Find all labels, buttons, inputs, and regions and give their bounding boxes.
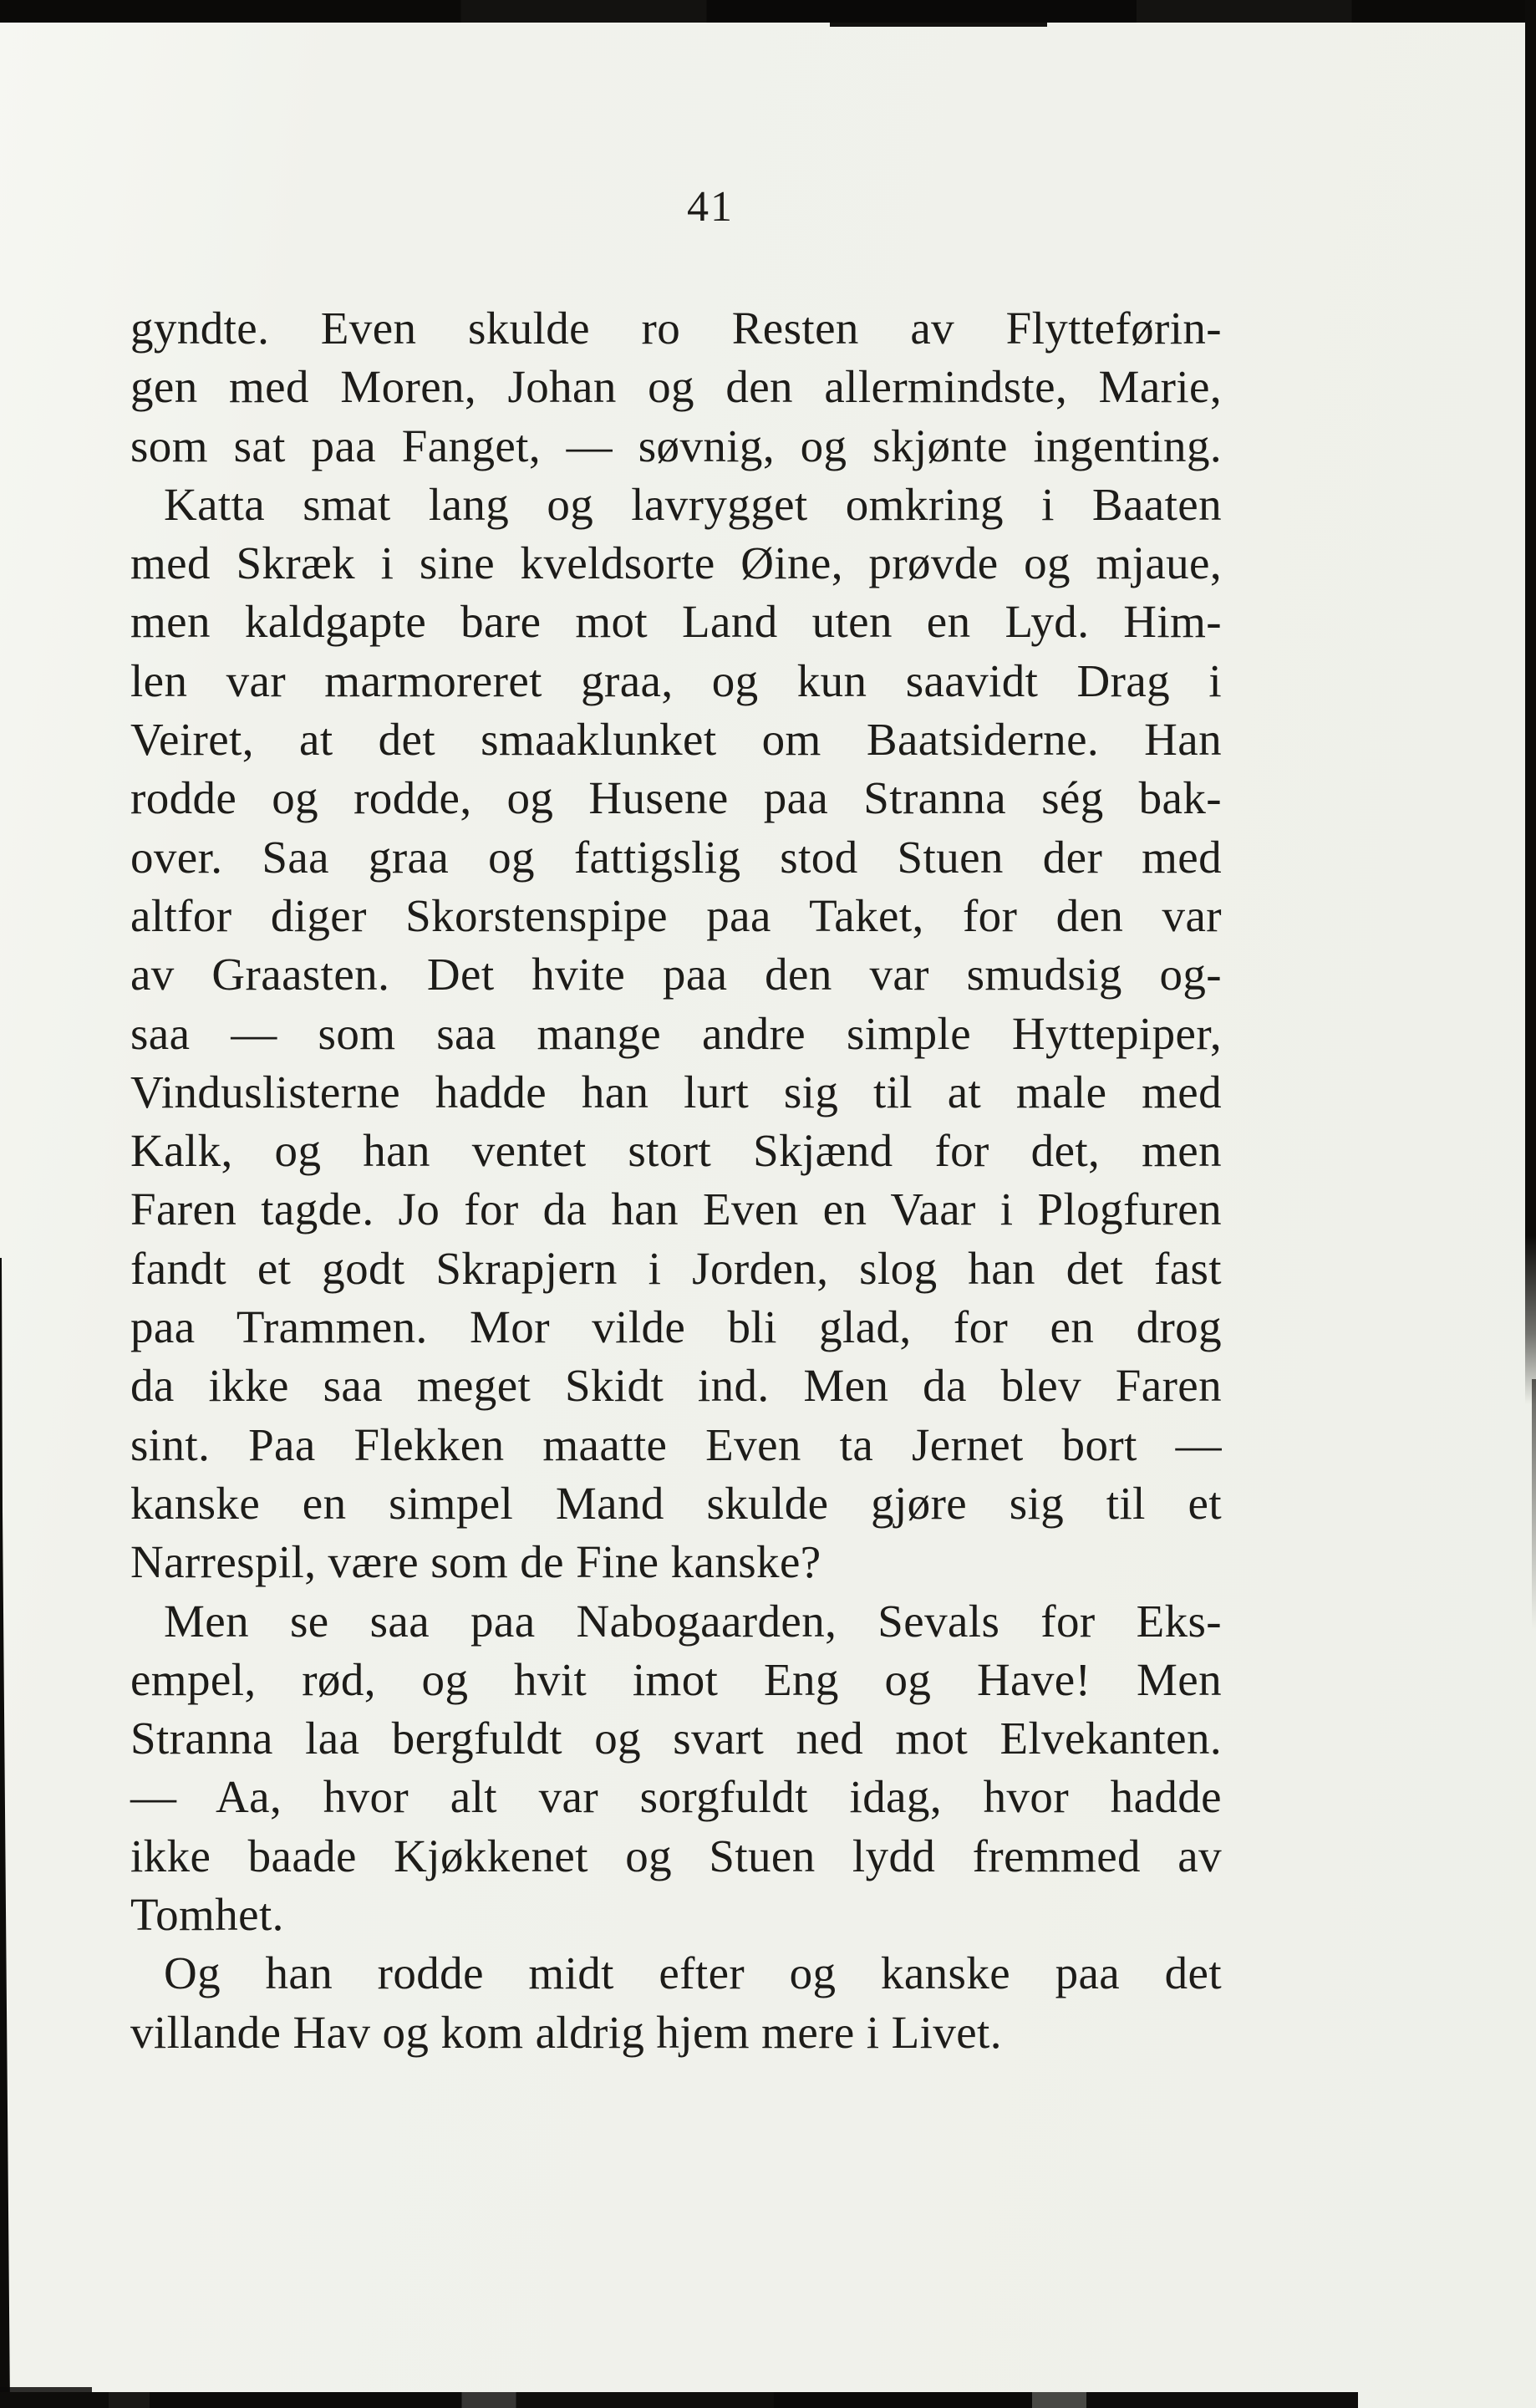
- text-line: kanske en simpel Mand skulde gjøre sig til et: [130, 1477, 1222, 1529]
- text-line: Kalk, og han ventet stort Skjænd for det, men: [130, 1125, 1222, 1177]
- text-line: Faren tagde. Jo for da han Even en Vaar i Plogfuren: [130, 1184, 1222, 1235]
- text-line: Narrespil, være som de Fine kanske?: [130, 1536, 821, 1588]
- text-line: Men se saa paa Nabogaarden, Sevals for Eks-: [164, 1595, 1222, 1647]
- text-line: Stranna laa bergfuldt og svart ned mot Elvekanten.: [130, 1713, 1222, 1764]
- text-line: gen med Moren, Johan og den allermindste, Marie,: [130, 361, 1222, 413]
- text-line: fandt et godt Skrapjern i Jorden, slog han det fast: [130, 1242, 1222, 1294]
- text-line: saa — som saa mange andre simple Hyttepiper,: [130, 1007, 1222, 1059]
- scan-edge-top-artifact: [0, 0, 1536, 23]
- text-line: med Skræk i sine kveldsorte Øine, prøvde og mjaue,: [130, 537, 1222, 589]
- text-line: men kaldgapte bare mot Land uten en Lyd. Him-: [130, 596, 1222, 648]
- text-line: over. Saa graa og fattigslig stod Stuen der med: [130, 831, 1222, 883]
- scan-edge-bottom-artifact: [0, 2392, 1358, 2408]
- text-line: empel, rød, og hvit imot Eng og Have! Men: [130, 1653, 1222, 1705]
- text-line: gyndte. Even skulde ro Resten av Flytteførin-: [130, 303, 1222, 354]
- scan-edge-left-artifact: [0, 1258, 10, 2408]
- text-line: rodde og rodde, og Husene paa Stranna ség bak-: [130, 772, 1222, 824]
- text-line: som sat paa Fanget, — søvnig, og skjønte ingenting.: [130, 420, 1222, 471]
- text-line: Og han rodde midt efter og kanske paa det: [164, 1947, 1222, 1999]
- text-line: Veiret, at det smaaklunket om Baatsiderne. Han: [130, 714, 1222, 766]
- page-number: 41: [687, 183, 734, 231]
- text-line: Katta smat lang og lavrygget omkring i Baaten: [164, 478, 1222, 530]
- scan-edge-right-tail-artifact: [1532, 1379, 1536, 1630]
- body-text-block: [130, 299, 1222, 2062]
- text-line: Vinduslisterne hadde han lurt sig til at male med: [130, 1066, 1222, 1117]
- scan-edge-right-artifact: [1525, 0, 1536, 1404]
- text-line: ikke baade Kjøkkenet og Stuen lydd fremmed av: [130, 1830, 1222, 1881]
- text-line: sint. Paa Flekken maatte Even ta Jernet bort —: [130, 1418, 1222, 1470]
- text-line: av Graasten. Det hvite paa den var smudsig og-: [130, 949, 1222, 1000]
- text-line: len var marmoreret graa, og kun saavidt Drag i: [130, 654, 1222, 706]
- text-line: — Aa, hvor alt var sorgfuldt idag, hvor hadde: [130, 1771, 1222, 1823]
- text-line: villande Hav og kom aldrig hjem mere i Livet.: [130, 2006, 1002, 2058]
- text-line: paa Trammen. Mor vilde bli glad, for en drog: [130, 1301, 1222, 1353]
- text-line: da ikke saa meget Skidt ind. Men da blev Faren: [130, 1360, 1222, 1412]
- text-line: Tomhet.: [130, 1889, 284, 1941]
- text-line: altfor diger Skorstenspipe paa Taket, for den var: [130, 889, 1222, 941]
